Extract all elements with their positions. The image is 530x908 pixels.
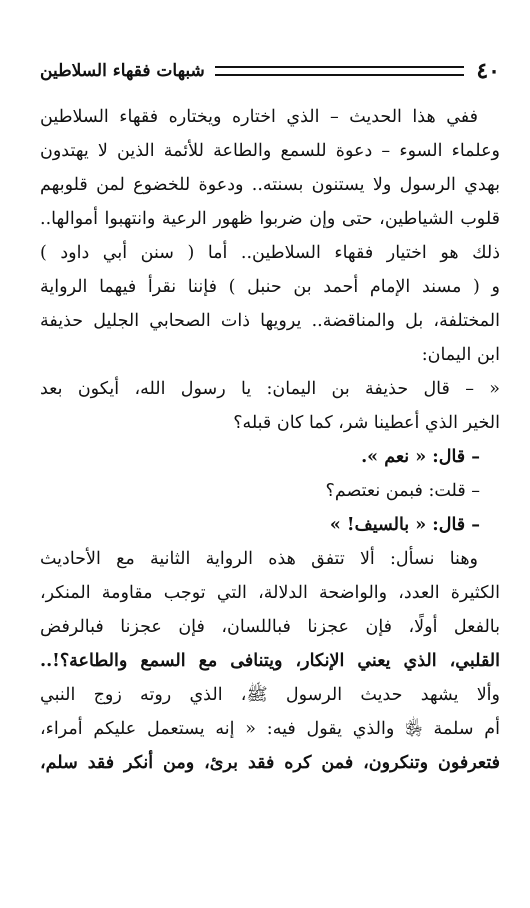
text-line: أم سلمة ﵂ والذي يقول فيه: « إنه يستعمل عليكم أمراء، (40, 719, 500, 739)
body-text (40, 100, 500, 780)
running-title: شبهات فقهاء السلاطين (40, 61, 205, 81)
text-line: ذلك هو اختيار فقهاء السلاطين.. أما ( سنن أبي داود ) (40, 243, 500, 263)
text-line: وعلماء السوء – دعوة للسمع والطاعة للأئمة الذين لا يهتدون (40, 141, 500, 161)
dialog-line: – قلت: فبمن نعتصم؟ (325, 481, 480, 501)
text-line: و ( مسند الإمام أحمد بن حنبل ) فإننا نقرأ فيهما الرواية (40, 277, 500, 297)
header-rule (215, 66, 465, 76)
text-line: بالفعل أولًا، فإن عجزنا فباللسان، فإن عجزنا فبالرفض (40, 617, 500, 637)
text-line: وهنا نسأل: ألا تتفق هذه الرواية الثانية مع الأحاديث (40, 549, 478, 569)
quote-line: « – قال حذيفة بن اليمان: يا رسول الله، أيكون بعد (40, 379, 500, 399)
text-line: قلوب الشياطين، حتى وإن ضربوا ظهور الرعية وانتهبوا أموالها.. (40, 209, 500, 229)
text-line: ففي هذا الحديث – الذي اختاره ويختاره فقهاء السلاطين (40, 107, 478, 127)
text-line: المختلفة، بل والمناقضة.. يرويها ذات الصحابي الجليل حذيفة (40, 311, 500, 331)
page-header (40, 58, 500, 84)
text-line: فتعرفون وتنكرون، فمن كره فقد برئ، ومن أنكر فقد سلم، (40, 753, 500, 773)
text-line: القلبي، الذي يعني الإنكار، ويتنافى مع السمع والطاعة؟!.. (40, 651, 500, 671)
quote-line: الخير الذي أعطينا شر، كما كان قبله؟ (233, 413, 500, 433)
text-line: الكثيرة العدد، والواضحة الدلالة، التي توجب مقاومة المنكر، (40, 583, 500, 603)
text-line: بهدي الرسول ولا يستنون بسنته.. ودعوة للخضوع لمن قلوبهم (40, 175, 500, 195)
page-number: ٤٠ (476, 58, 500, 84)
text-line: ابن اليمان: (421, 345, 500, 365)
text-line: وألا يشهد حديث الرسول ﷺ، الذي روته زوج النبي (40, 685, 500, 705)
dialog-line: – قال: « نعم ». (361, 447, 480, 467)
dialog-line: – قال: « بالسيف! » (329, 515, 480, 535)
